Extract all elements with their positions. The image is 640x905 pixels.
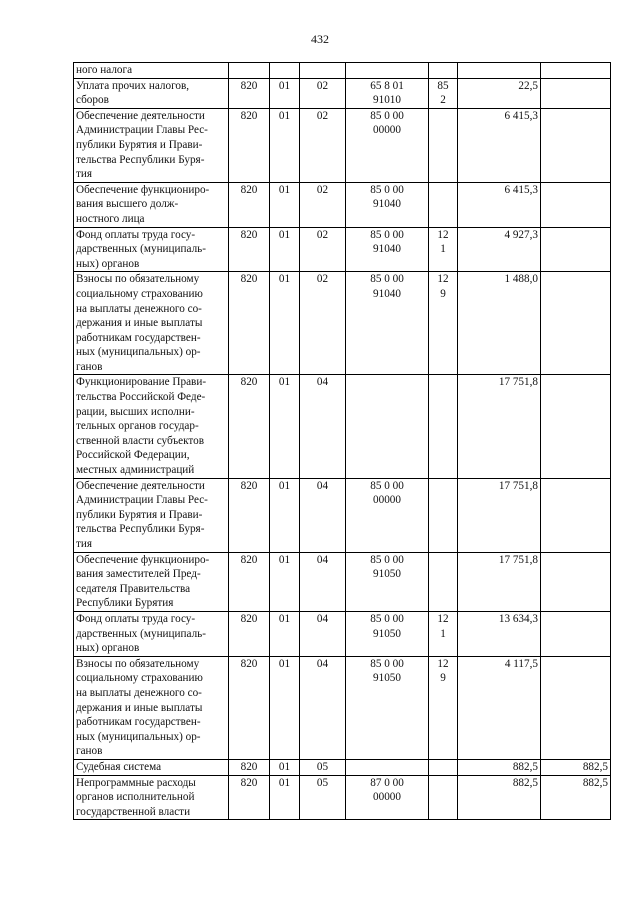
target-article-line: 85 0 00 bbox=[370, 273, 404, 286]
row-name-line: тельства Российской Феде- bbox=[76, 391, 206, 404]
amount-cell: 6 415,3 bbox=[458, 182, 541, 227]
target-article-line: 00000 bbox=[373, 494, 401, 507]
row-name-line: тельства Республики Буря- bbox=[76, 523, 205, 536]
expense-type-line: 1 bbox=[440, 627, 446, 640]
row-name-line: ганов bbox=[76, 745, 103, 758]
expense-type-line: 12 bbox=[437, 228, 449, 241]
target-article-cell bbox=[346, 108, 429, 182]
row-name-line: ганов bbox=[76, 360, 103, 373]
subsection-code-cell: 02 bbox=[300, 108, 346, 182]
expense-type-cell bbox=[429, 182, 458, 227]
target-article-cell bbox=[346, 478, 429, 552]
subsection-code-cell: 05 bbox=[300, 759, 346, 775]
target-article-line: 85 0 00 bbox=[370, 612, 404, 625]
section-code-cell: 01 bbox=[270, 759, 300, 775]
subsection-code-cell bbox=[300, 63, 346, 79]
subsection-code-cell: 05 bbox=[300, 775, 346, 820]
expense-type-cell bbox=[429, 227, 458, 272]
expense-type-cell bbox=[429, 759, 458, 775]
row-name-line: ных (муниципальных) ор- bbox=[76, 730, 201, 743]
amount-second-cell bbox=[541, 182, 611, 227]
row-name-line: Взносы по обязательному bbox=[76, 273, 200, 286]
amount-cell bbox=[458, 63, 541, 79]
section-code-cell bbox=[270, 63, 300, 79]
row-name-line: ных) органов bbox=[76, 642, 140, 655]
target-article-cell bbox=[346, 63, 429, 79]
amount-second-cell bbox=[541, 108, 611, 182]
row-name-line: Российской Федерации, bbox=[76, 449, 190, 462]
row-name-line: на выплаты денежного со- bbox=[76, 302, 202, 315]
target-article-line: 91010 bbox=[373, 94, 401, 107]
section-code-cell: 01 bbox=[270, 375, 300, 478]
row-name-line: сборов bbox=[76, 94, 109, 107]
row-name-line: Фонд оплаты труда госу- bbox=[76, 228, 196, 241]
amount-cell: 4 927,3 bbox=[458, 227, 541, 272]
section-code-cell: 01 bbox=[270, 552, 300, 611]
admin-code-cell: 820 bbox=[229, 182, 270, 227]
subsection-code-cell: 02 bbox=[300, 272, 346, 375]
row-name-line: держания и иные выплаты bbox=[76, 317, 203, 330]
amount-second-cell: 882,5 bbox=[541, 759, 611, 775]
amount-cell: 6 415,3 bbox=[458, 108, 541, 182]
row-name-line: социальному страхованию bbox=[76, 672, 203, 685]
target-article-line: 91040 bbox=[373, 287, 401, 300]
admin-code-cell bbox=[229, 63, 270, 79]
target-article-cell bbox=[346, 375, 429, 478]
subsection-code-cell: 02 bbox=[300, 227, 346, 272]
row-name-cell bbox=[74, 272, 229, 375]
row-name-cell bbox=[74, 108, 229, 182]
row-name-line: Администрации Главы Рес- bbox=[76, 494, 208, 507]
section-code-cell: 01 bbox=[270, 182, 300, 227]
expense-type-cell bbox=[429, 611, 458, 656]
row-name-line: ных) органов bbox=[76, 257, 140, 270]
admin-code-cell: 820 bbox=[229, 552, 270, 611]
amount-second-cell bbox=[541, 63, 611, 79]
row-name-line: местных администраций bbox=[76, 464, 195, 477]
row-name-line: Республики Бурятия bbox=[76, 597, 174, 610]
section-code-cell: 01 bbox=[270, 611, 300, 656]
row-name-line: тия bbox=[76, 168, 93, 181]
expense-type-line: 2 bbox=[440, 94, 446, 107]
row-name-line: Администрации Главы Рес- bbox=[76, 124, 208, 137]
row-name-cell bbox=[74, 552, 229, 611]
expense-type-cell bbox=[429, 78, 458, 108]
table-row bbox=[74, 759, 611, 775]
admin-code-cell: 820 bbox=[229, 611, 270, 656]
row-name-line: тия bbox=[76, 538, 93, 550]
target-article-cell bbox=[346, 78, 429, 108]
row-name-cell bbox=[74, 63, 229, 79]
target-article-cell bbox=[346, 775, 429, 820]
row-name-line: Обеспечение функциониро- bbox=[76, 553, 210, 566]
target-article-line: 00000 bbox=[373, 124, 401, 137]
table-row bbox=[74, 478, 611, 552]
row-name-cell bbox=[74, 227, 229, 272]
amount-second-cell bbox=[541, 611, 611, 656]
amount-cell: 17 751,8 bbox=[458, 478, 541, 552]
amount-cell: 882,5 bbox=[458, 759, 541, 775]
expense-type-line: 12 bbox=[437, 612, 449, 625]
table-row bbox=[74, 272, 611, 375]
table-row bbox=[74, 108, 611, 182]
row-name-line: ностного лица bbox=[76, 212, 145, 225]
target-article-line: 00000 bbox=[373, 791, 401, 804]
target-article-line: 85 0 00 bbox=[370, 109, 404, 122]
row-name-line: седателя Правительства bbox=[76, 582, 191, 595]
row-name-line: Фонд оплаты труда госу- bbox=[76, 612, 196, 625]
target-article-line: 91040 bbox=[373, 243, 401, 256]
expense-type-line: 12 bbox=[437, 657, 449, 670]
section-code-cell: 01 bbox=[270, 775, 300, 820]
target-article-cell bbox=[346, 552, 429, 611]
amount-second-cell bbox=[541, 227, 611, 272]
target-article-line: 85 0 00 bbox=[370, 228, 404, 241]
row-name-line: Взносы по обязательному bbox=[76, 657, 200, 670]
row-name-line: Функционирование Прави- bbox=[76, 376, 207, 389]
admin-code-cell: 820 bbox=[229, 227, 270, 272]
target-article-cell bbox=[346, 272, 429, 375]
table-row bbox=[74, 656, 611, 759]
amount-cell: 13 634,3 bbox=[458, 611, 541, 656]
row-name-line: на выплаты денежного со- bbox=[76, 686, 202, 699]
row-name-line: вания заместителей Пред- bbox=[76, 568, 201, 581]
table-row bbox=[74, 611, 611, 656]
row-name-cell bbox=[74, 656, 229, 759]
row-name-line: ственной власти субъектов bbox=[76, 434, 205, 447]
expense-type-cell bbox=[429, 478, 458, 552]
row-name-line: государственной власти bbox=[76, 805, 191, 818]
table-row bbox=[74, 182, 611, 227]
admin-code-cell: 820 bbox=[229, 759, 270, 775]
row-name-line: держания и иные выплаты bbox=[76, 701, 203, 714]
subsection-code-cell: 04 bbox=[300, 478, 346, 552]
section-code-cell: 01 bbox=[270, 227, 300, 272]
expense-type-line: 9 bbox=[440, 672, 446, 685]
admin-code-cell: 820 bbox=[229, 775, 270, 820]
target-article-line: 91040 bbox=[373, 198, 401, 211]
row-name-line: дарственных (муниципаль- bbox=[76, 627, 206, 640]
row-name-cell bbox=[74, 375, 229, 478]
amount-second-cell bbox=[541, 272, 611, 375]
target-article-line: 85 0 00 bbox=[370, 553, 404, 566]
section-code-cell: 01 bbox=[270, 78, 300, 108]
expense-type-line: 1 bbox=[440, 243, 446, 256]
row-name-line: ных (муниципальных) ор- bbox=[76, 346, 201, 359]
row-name-line: работникам государствен- bbox=[76, 716, 201, 729]
target-article-line: 65 8 01 bbox=[370, 79, 404, 92]
target-article-cell bbox=[346, 759, 429, 775]
amount-second-cell bbox=[541, 478, 611, 552]
table-row bbox=[74, 775, 611, 820]
row-name-line: Обеспечение функциониро- bbox=[76, 183, 210, 196]
expense-type-line: 9 bbox=[440, 287, 446, 300]
amount-cell: 22,5 bbox=[458, 78, 541, 108]
expense-type-cell bbox=[429, 552, 458, 611]
section-code-cell: 01 bbox=[270, 478, 300, 552]
row-name-line: социальному страхованию bbox=[76, 287, 203, 300]
row-name-cell bbox=[74, 759, 229, 775]
row-name-cell bbox=[74, 182, 229, 227]
table-row bbox=[74, 552, 611, 611]
admin-code-cell: 820 bbox=[229, 108, 270, 182]
expense-type-cell bbox=[429, 63, 458, 79]
amount-second-cell: 882,5 bbox=[541, 775, 611, 820]
subsection-code-cell: 04 bbox=[300, 611, 346, 656]
table-row bbox=[74, 227, 611, 272]
section-code-cell: 01 bbox=[270, 272, 300, 375]
row-name-line: дарственных (муниципаль- bbox=[76, 243, 206, 256]
budget-table-body bbox=[74, 63, 611, 820]
amount-cell: 1 488,0 bbox=[458, 272, 541, 375]
expense-type-cell bbox=[429, 272, 458, 375]
row-name-line: ного налога bbox=[76, 64, 133, 76]
row-name-line: тельства Республики Буря- bbox=[76, 153, 205, 166]
admin-code-cell: 820 bbox=[229, 272, 270, 375]
amount-second-cell bbox=[541, 375, 611, 478]
row-name-line: Непрограммные расходы bbox=[76, 776, 196, 789]
table-row bbox=[74, 78, 611, 108]
amount-cell: 4 117,5 bbox=[458, 656, 541, 759]
admin-code-cell: 820 bbox=[229, 375, 270, 478]
admin-code-cell: 820 bbox=[229, 478, 270, 552]
amount-cell: 17 751,8 bbox=[458, 552, 541, 611]
subsection-code-cell: 02 bbox=[300, 182, 346, 227]
amount-cell: 882,5 bbox=[458, 775, 541, 820]
amount-second-cell bbox=[541, 552, 611, 611]
budget-table bbox=[73, 62, 611, 820]
row-name-line: вания высшего долж- bbox=[76, 198, 179, 211]
row-name-line: Уплата прочих налогов, bbox=[76, 79, 190, 92]
amount-second-cell bbox=[541, 78, 611, 108]
target-article-cell bbox=[346, 611, 429, 656]
target-article-line: 91050 bbox=[373, 627, 401, 640]
row-name-line: работникам государствен- bbox=[76, 331, 201, 344]
target-article-line: 85 0 00 bbox=[370, 183, 404, 196]
target-article-cell bbox=[346, 656, 429, 759]
page-number: 432 bbox=[311, 32, 329, 46]
row-name-line: рации, высших исполни- bbox=[76, 405, 195, 418]
subsection-code-cell: 02 bbox=[300, 78, 346, 108]
target-article-cell bbox=[346, 227, 429, 272]
section-code-cell: 01 bbox=[270, 656, 300, 759]
subsection-code-cell: 04 bbox=[300, 552, 346, 611]
subsection-code-cell: 04 bbox=[300, 656, 346, 759]
row-name-line: Судебная система bbox=[76, 760, 162, 773]
amount-second-cell bbox=[541, 656, 611, 759]
expense-type-cell bbox=[429, 656, 458, 759]
admin-code-cell: 820 bbox=[229, 656, 270, 759]
table-row bbox=[74, 63, 611, 79]
row-name-cell bbox=[74, 775, 229, 820]
target-article-line: 85 0 00 bbox=[370, 657, 404, 670]
target-article-line: 91050 bbox=[373, 672, 401, 685]
expense-type-line: 12 bbox=[437, 273, 449, 286]
row-name-line: Обеспечение деятельности bbox=[76, 479, 205, 492]
row-name-line: публики Бурятия и Прави- bbox=[76, 138, 203, 151]
row-name-line: тельных органов государ- bbox=[76, 420, 199, 433]
target-article-cell bbox=[346, 182, 429, 227]
expense-type-line: 85 bbox=[437, 79, 449, 92]
amount-cell: 17 751,8 bbox=[458, 375, 541, 478]
target-article-line: 85 0 00 bbox=[370, 479, 404, 492]
row-name-line: публики Бурятия и Прави- bbox=[76, 508, 203, 521]
subsection-code-cell: 04 bbox=[300, 375, 346, 478]
section-code-cell: 01 bbox=[270, 108, 300, 182]
row-name-cell bbox=[74, 611, 229, 656]
table-row bbox=[74, 375, 611, 478]
row-name-cell bbox=[74, 78, 229, 108]
target-article-line: 87 0 00 bbox=[370, 776, 404, 789]
row-name-cell bbox=[74, 478, 229, 552]
row-name-line: Обеспечение деятельности bbox=[76, 109, 205, 122]
row-name-line: органов исполнительной bbox=[76, 791, 195, 804]
expense-type-cell bbox=[429, 375, 458, 478]
target-article-line: 91050 bbox=[373, 568, 401, 581]
expense-type-cell bbox=[429, 775, 458, 820]
admin-code-cell: 820 bbox=[229, 78, 270, 108]
expense-type-cell bbox=[429, 108, 458, 182]
